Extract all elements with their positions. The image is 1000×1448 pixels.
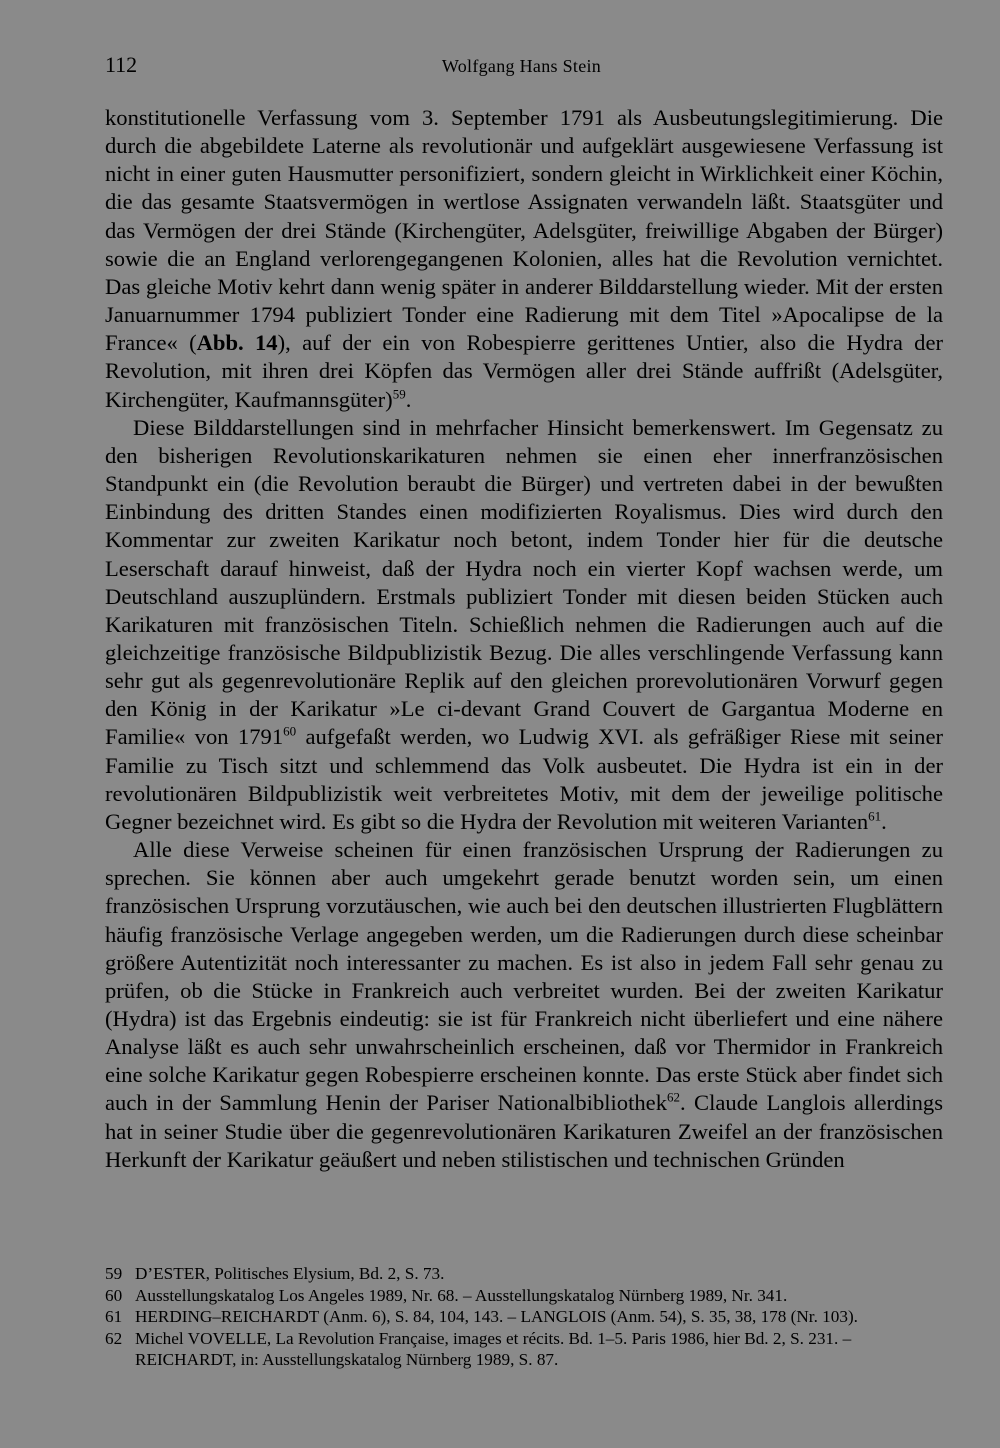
footnote-text: Michel VOVELLE, La Revolution Française, images et récits. Bd. 1–5. Paris 1986, hier Bd. 2, S. 231. – [135,1328,852,1348]
paragraph-2-text-b: aufgefaßt werden, wo Ludwig XVI. als gefräßiger Riese mit seiner Familie zu Tisch sitzt und schlemmend das Volk ausbeutet. Die Hydra ist ein in der revolutionären Bildpublizistik weit verbreitetes Motiv, mit dem der jeweilige politische Gegner bezeichnet wird. Es gibt so die Hydra der Revolution mit weiteren Varianten [105,724,944,834]
footnote-61 [105,1306,950,1328]
footnote-59 [105,1263,950,1285]
footnote-text: D’ESTER, Politisches Elysium, Bd. 2, S. 73. [135,1264,445,1283]
paragraph-3 [105,836,943,1174]
paragraph-1 [105,104,943,414]
footnote-text: Ausstellungskatalog Los Angeles 1989, Nr. 68. – Ausstellungskatalog Nürnberg 1989, Nr. 341. [135,1285,788,1305]
footnote-marker-59: 59 [392,386,406,402]
footnote-number: 59 [105,1264,123,1283]
paragraph-1-text-b: ), auf der ein von Robespierre gerittenes Untier, also die Hydra der Revolution, mit ihren drei Köpfen das Vermögen aller drei Stände auffrißt (Adelsgüter, Kirchengüter, Kaufmannsgüter) [105,330,943,412]
running-head: Wolfgang Hans Stein [441,56,602,76]
footnotes [105,1263,950,1371]
paragraph-1-text-a: konstitutionelle Verfassung vom 3. September 1791 als Ausbeutungslegitimierung. Die durch die abgebildete Laterne als revolutionär und aufgeklärt ausgewiesene Verfassung ist nicht in einer guten Hausmutter personifiziert, sondern gleicht in Wirklichkeit einer Köchin, die das gesamte Staatsvermögen in wertlose Assignaten verwandeln läßt. Staatsgüter und das Vermögen der drei Stände (Kirchengüter, Adelsgüter, freiwillige Abgaben der Bürger) sowie die an England verlorengegangenen Kolonien, alles hat die Revolution vernichtet. Das gleiche Motiv kehrt dann wenig später in anderer Bilddarstellung wieder. Mit der ersten Januarnummer 1794 publiziert Tonder eine Radierung mit dem Titel »Apocalipse de la France« ( [105,105,943,356]
page-header [105,52,938,84]
footnote-62-continuation: REICHARDT, in: Ausstellungskatalog Nürnberg 1989, S. 87. [135,1350,559,1370]
page-number: 112 [105,52,138,77]
footnote-marker-62: 62 [667,1089,680,1105]
paragraph-3-text-a: Alle diese Verweise scheinen für einen französischen Ursprung der Radierungen zu sprechen. Sie können aber auch umgekehrt gerade benutzt worden sein, um einen französischen Ursprung vorzutäuschen, wie auch bei den deutschen illustrierten Flugblättern häufig französische Verlage angegeben werden, um die Radierungen durch diese scheinbar größere Autentizität noch interessanter zu machen. Es ist also in jedem Fall sehr genau zu prüfen, ob die Stücke in Frankreich auch verbreitet wurden. Bei der zweiten Karikatur (Hydra) ist das Ergebnis eindeutig: sie ist für Frankreich nicht überliefert und eine nähere Analyse läßt es auch sehr unwahrscheinlich erscheinen, daß vor Thermidor in Frankreich eine solche Karikatur gegen Robespierre erscheinen konnte. Das erste Stück aber findet sich auch in der Sammlung Henin der Pariser Nationalbibliothek [105,837,943,1116]
paragraph-3-text-b: . Claude Langlois allerdings hat in seiner Studie über die gegenrevolutionären Karikaturen Zweifel an der französischen Herkunft der Karikatur geäußert und neben stilistischen und technischen Gründen [105,1090,943,1172]
footnote-number: 60 [105,1285,123,1305]
footnote-number: 62 [105,1328,123,1348]
footnote-number: 61 [105,1307,123,1327]
main-text [105,104,943,1174]
footnote-marker-61: 61 [868,808,882,824]
paragraph-2-end: . [881,808,887,834]
figure-reference: Abb. 14 [196,330,278,356]
paragraph-2-text-a: Diese Bilddarstellungen sind in mehrfacher Hinsicht bemerkenswert. Im Gegensatz zu den bisherigen Revolutionskarikaturen nehmen sie einen eher innerfranzösischen Standpunkt ein (die Revolution beraubt die Bürger) und vertreten dabei in der bewußten Einbindung des dritten Standes einen modifizierten Royalismus. Dies wird durch den Kommentar zur zweiten Karikatur noch betont, indem Tonder hier für die deutsche Leserschaft darauf hinweist, daß der Hydra noch ein vierter Kopf wachsen werde, um Deutschland auszuplündern. Erstmals publiziert Tonder mit diesen beiden Stücken auch Karikaturen mit französischen Titeln. Schießlich nehmen die Radierungen auch auf die gleichzeitige französische Bildpublizistik Bezug. Die alles verschlingende Verfassung kann sehr gut als gegenrevolutionäre Replik auf den gleichen prorevolutionären Vorwurf gegen den König in der Karikatur »Le ci-devant Grand Couvert de Gargantua Moderne en Familie« von 1791 [105,414,943,750]
paragraph-2 [105,414,943,836]
footnote-marker-60: 60 [283,723,297,739]
footnote-text: HERDING–REICHARDT (Anm. 6), S. 84, 104, 143. – LANGLOIS (Anm. 54), S. 35, 38, 178 (Nr. 103). [135,1307,858,1327]
footnote-62 [105,1328,950,1350]
footnote-60 [105,1285,950,1307]
paragraph-1-end: . [405,386,412,412]
